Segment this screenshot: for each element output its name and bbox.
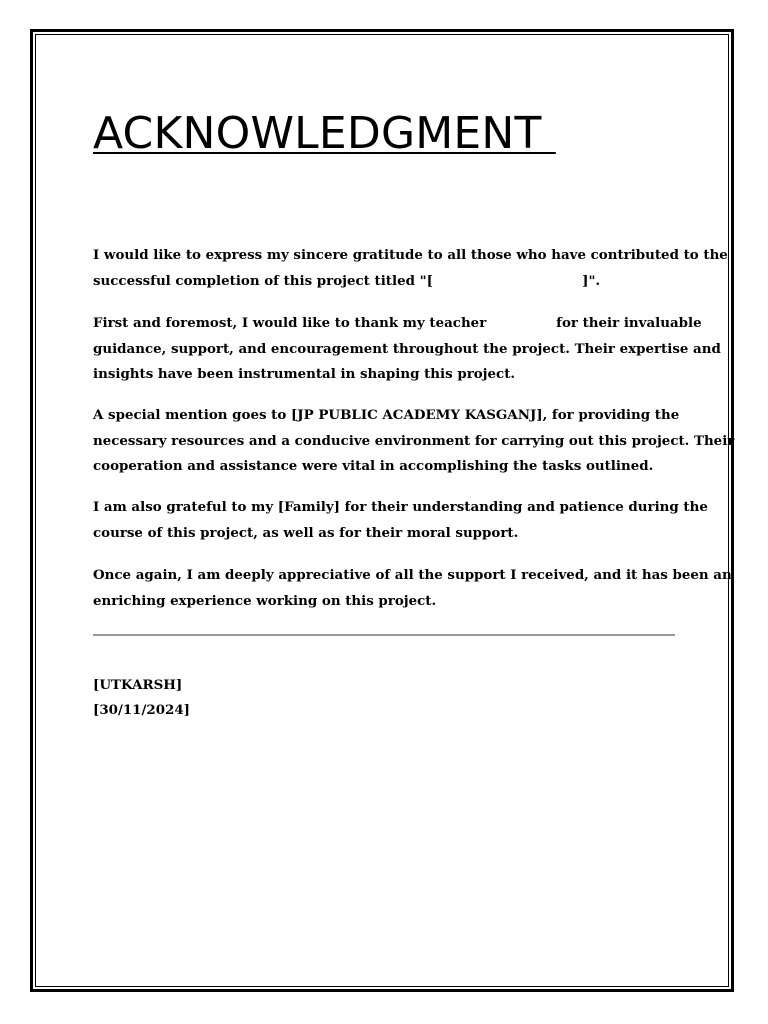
paragraph-teacher bbox=[93, 311, 721, 388]
paragraph-family bbox=[93, 495, 708, 546]
page-title: ACKNOWLEDGMENT bbox=[93, 108, 556, 159]
paragraph-line: guidance, support, and encouragement throughout the project. Their expertise and bbox=[93, 340, 721, 357]
paragraph-line: cooperation and assistance were vital in accomplishing the tasks outlined. bbox=[93, 458, 654, 474]
paragraph-line: insights have been instrumental in shaping this project. bbox=[93, 366, 516, 382]
paragraph-intro bbox=[93, 243, 728, 294]
paragraph-line: Once again, I am deeply appreciative of all the support I received, and it has been an bbox=[93, 567, 732, 583]
paragraph-line: course of this project, as well as for their moral support. bbox=[93, 524, 519, 541]
paragraph-line: successful completion of this project titled "[ ]". bbox=[93, 272, 601, 289]
horizontal-divider bbox=[93, 634, 675, 636]
paragraph-line: First and foremost, I would like to thank my teacher for their invaluable bbox=[93, 315, 702, 331]
paragraph-line: enriching experience working on this project. bbox=[93, 592, 437, 609]
paragraph-line: I would like to express my sincere gratitude to all those who have contributed to the bbox=[93, 247, 728, 263]
paragraph-line: necessary resources and a conducive environment for carrying out this project. Their bbox=[93, 432, 735, 449]
paragraph-school bbox=[93, 403, 735, 480]
signature-name: [UTKARSH] bbox=[93, 677, 183, 693]
signature-date: [30/11/2024] bbox=[93, 702, 190, 718]
paragraph-line: A special mention goes to [JP PUBLIC ACADEMY KASGANJ], for providing the bbox=[93, 407, 680, 423]
paragraph-closing bbox=[93, 563, 732, 614]
paragraph-line: I am also grateful to my [Family] for their understanding and patience during the bbox=[93, 499, 708, 515]
